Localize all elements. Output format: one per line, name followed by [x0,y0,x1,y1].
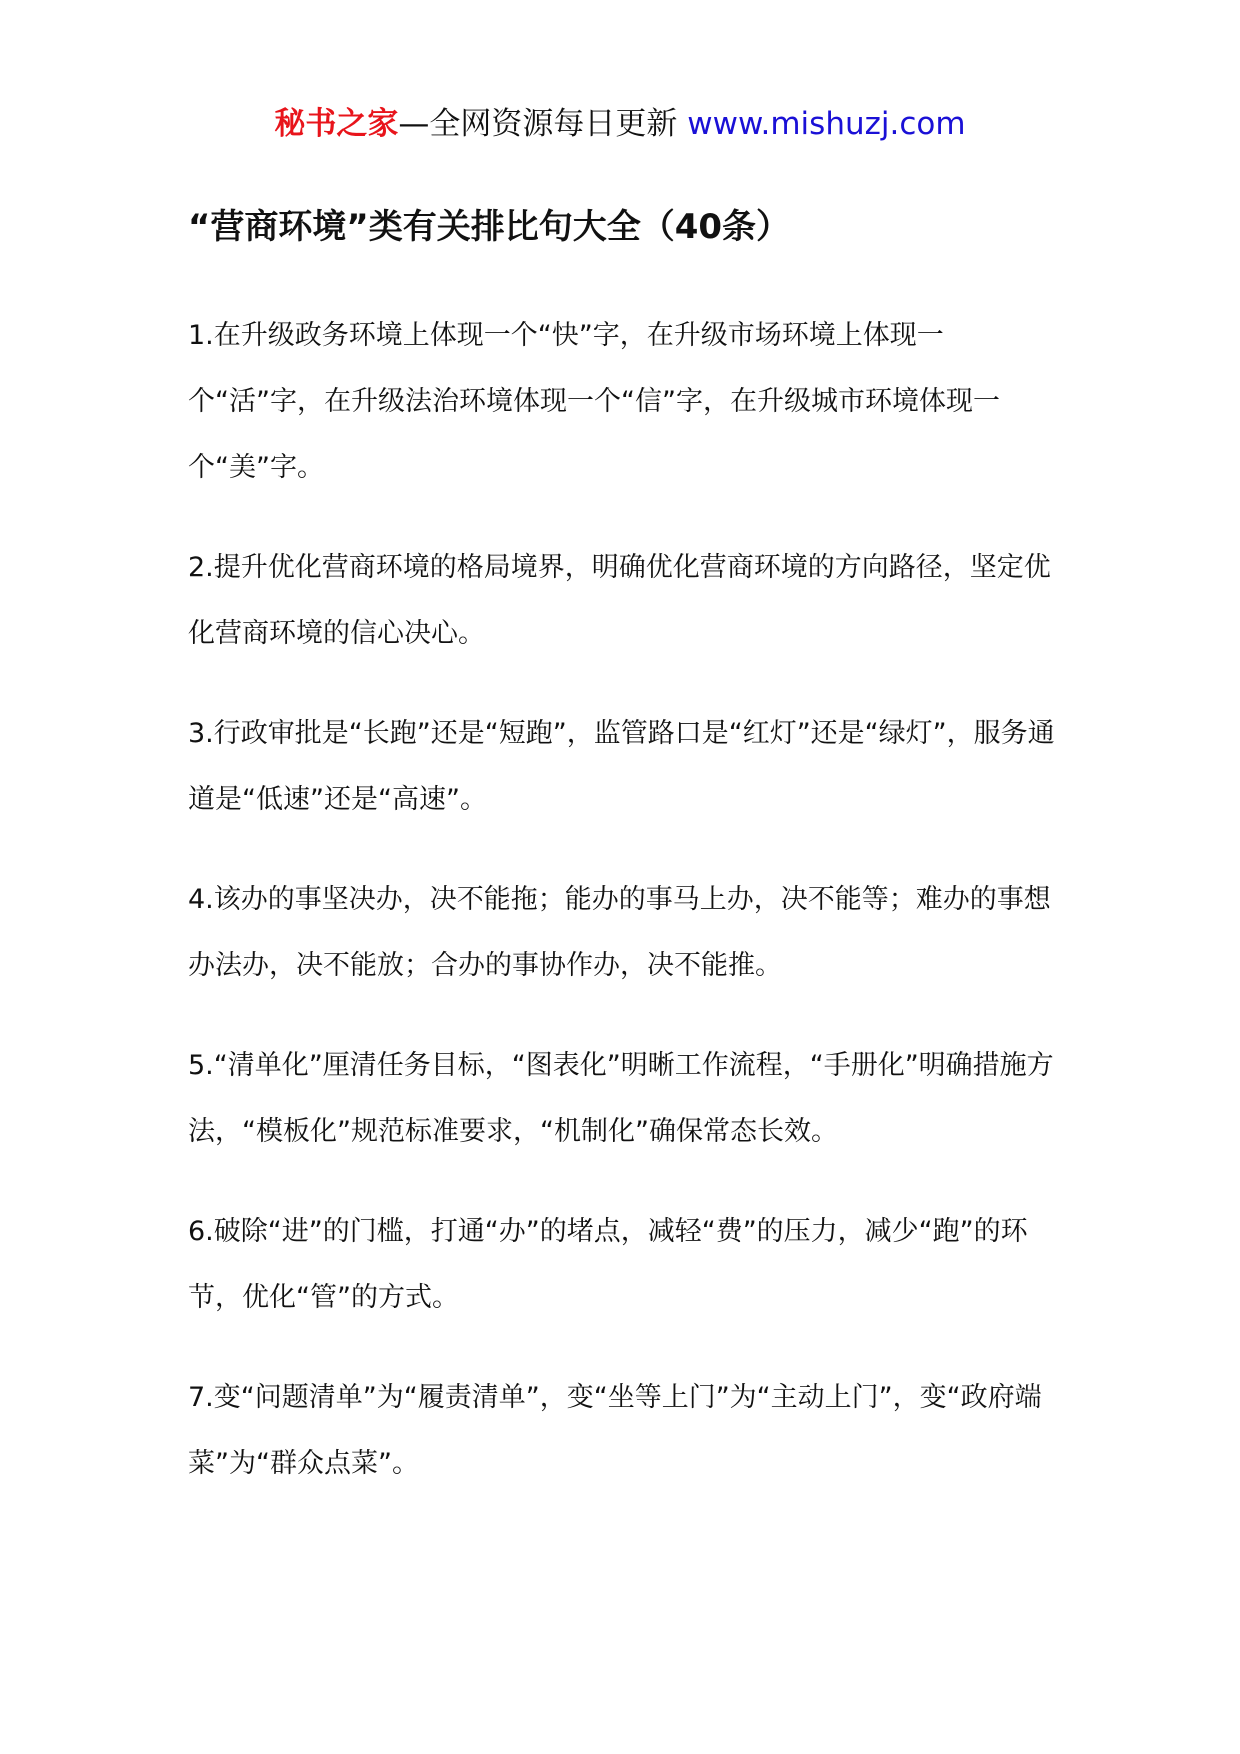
site-header [0,100,1240,148]
list-item-1: 1.在升级政务环境上体现一个“快”字，在升级市场环境上体现一个“活”字，在升级法治环境体现一个“信”字，在升级城市环境体现一个“美”字。 [188,320,1000,483]
list-item-2: 2.提升优化营商环境的格局境界，明确优化营商环境的方向路径，坚定优化营商环境的信心决心。 [188,552,1051,649]
brand-name: 秘书之家 [274,106,399,142]
list-item-3: 3.行政审批是“长跑”还是“短跑”，监管路口是“红灯”还是“绿灯”，服务通道是“低速”还是“高速”。 [188,718,1055,815]
list-item-7: 7.变“问题清单”为“履责清单”，变“坐等上门”为“主动上门”，变“政府端菜”为“群众点菜”。 [188,1382,1042,1479]
site-url-link[interactable]: www.mishuzj.com [687,106,966,142]
list-item-4: 4.该办的事坚决办，决不能拖；能办的事马上办，决不能等；难办的事想办法办，决不能放；合办的事协作办，决不能推。 [188,884,1051,981]
document-title: “营商环境”类有关排比句大全（40条） [188,207,791,247]
header-tagline: —全网资源每日更新 [398,106,688,142]
list-item-6: 6.破除“进”的门槛，打通“办”的堵点，减轻“费”的压力，减少“跑”的环节，优化“管”的方式。 [188,1216,1028,1313]
document-body [188,303,1068,1531]
list-item-5: 5.“清单化”厘清任务目标，“图表化”明晰工作流程，“手册化”明确措施方法，“模板化”规范标准要求，“机制化”确保常态长效。 [188,1050,1054,1147]
